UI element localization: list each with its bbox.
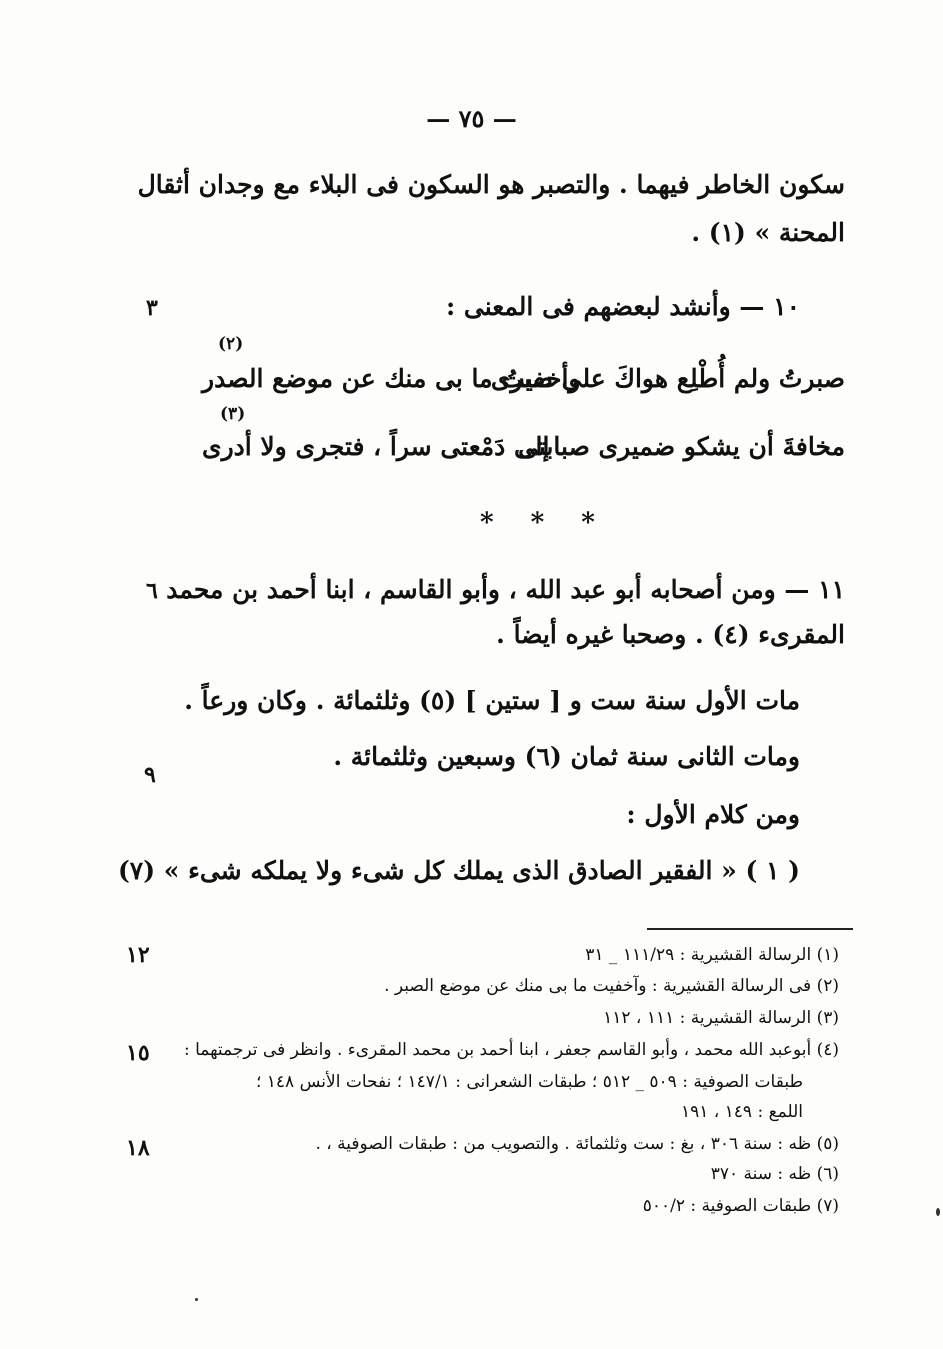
page-number: — ٧٥ — <box>426 104 517 133</box>
section-divider: * * * <box>480 508 609 538</box>
footnote-ref: (٣) <box>220 404 246 424</box>
section-heading: ١٠ — وأنشد لبعضهم فى المعنى : <box>445 292 800 321</box>
footnote: (١) الرسالة القشيرية : ١١١/٢٩ _ ٣١ <box>585 945 839 965</box>
footnote: اللمع : ١٤٩ ، ١٩١ <box>680 1102 803 1122</box>
footnote: (٧) طبقات الصوفية : ٥٠٠/٢ <box>642 1196 839 1216</box>
footnote-rule <box>647 928 853 930</box>
text-line: سكون الخاطر فيهما . والتصبر هو السكون فى البلاء مع وجدان أثقال <box>137 170 845 199</box>
verse-hemistich: صبرتُ ولم أُطْلِع هواكَ على صبرى <box>490 364 845 393</box>
paper-speck <box>195 1298 198 1301</box>
footnote-ref: (٢) <box>218 334 244 354</box>
footnote: (٦) ظه : سنة ٣٧٠ <box>710 1164 839 1184</box>
line-marker: ٣ <box>146 295 158 321</box>
verse-hemistich: إلى دَمْعتى سراً ، فتجرى ولا أدرى <box>202 432 550 461</box>
footnote: (٢) فى الرسالة القشيرية : وآخفيت ما بى منك عن موضع الصبر . <box>384 976 839 996</box>
line-marker: ٩ <box>144 762 156 788</box>
text-line: ومن كلام الأول : <box>626 800 800 829</box>
text-line: ١١ — ومن أصحابه أبو عبد الله ، وأبو القاسم ، ابنا أحمد بن محمد <box>166 575 845 604</box>
text-line: المحنة » (١) . <box>691 218 845 247</box>
quote-line: ( ١ ) « الفقير الصادق الذى يملك كل شىء ولا يملكه شىء » (٧) <box>117 856 800 885</box>
line-marker: ١٢ <box>126 942 150 968</box>
line-marker: ١٥ <box>126 1040 150 1066</box>
text-line: المقرىء (٤) . وصحبا غيره أيضاً . <box>496 620 845 649</box>
paper-speck <box>936 1208 940 1216</box>
line-marker: ٦ <box>146 578 158 604</box>
footnote: (٣) الرسالة القشيرية : ١١١ ، ١١٢ <box>603 1008 839 1028</box>
verse-hemistich: وأخفيتُ ما بى منك عن موضع الصدر <box>202 364 581 393</box>
footnote: (٥) ظه : سنة ٣٠٦ ، بغ : ست وثلثمائة . والتصويب من : طبقات الصوفية ، . <box>315 1134 839 1154</box>
text-line: ومات الثانى سنة ثمان (٦) وسبعين وثلثمائة . <box>333 742 800 771</box>
footnote: (٤) أبوعبد الله محمد ، وأبو القاسم جعفر ، ابنا أحمد بن محمد المقرىء . وانظر فى ترجمتهما : <box>183 1040 839 1060</box>
text-line: مات الأول سنة ست و [ ستين ] (٥) وثلثمائة . وكان ورعاً . <box>184 686 800 715</box>
footnote: طبقات الصوفية : ٥٠٩ _ ٥١٢ ؛ طبقات الشعرانى : ١٤٧/١ ؛ نفحات الأنس ١٤٨ ؛ <box>255 1072 803 1092</box>
verse-hemistich: مخافةَ أن يشكو ضميرى صبابتى <box>518 432 845 461</box>
line-marker: ١٨ <box>126 1135 150 1161</box>
